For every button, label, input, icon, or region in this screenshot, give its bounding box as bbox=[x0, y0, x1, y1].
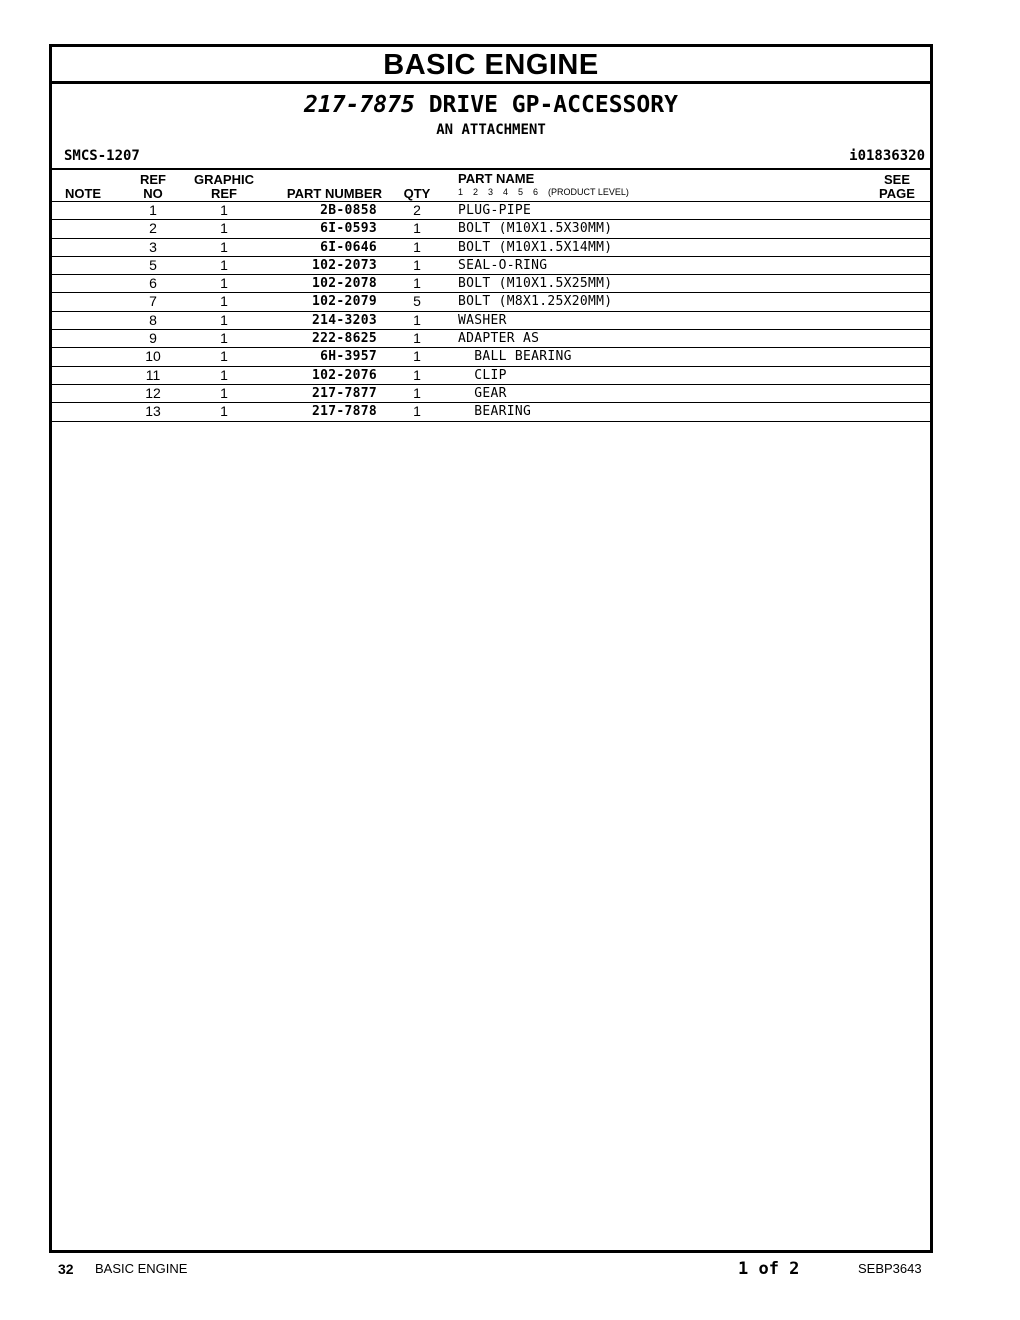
part-number: 102-2073 bbox=[311, 257, 377, 273]
smcs-code: SMCS-1207 bbox=[64, 148, 140, 164]
part-name: ADAPTER AS bbox=[458, 331, 540, 347]
part-name: BOLT (M10X1.5X14MM) bbox=[458, 239, 613, 255]
col-header-ref-bottom: NO bbox=[143, 186, 163, 201]
col-header-part-name: PART NAME bbox=[458, 171, 535, 186]
ref-no: 11 bbox=[145, 366, 161, 383]
ref-no: 5 bbox=[149, 256, 157, 273]
parts-table bbox=[52, 202, 930, 422]
part-name: WASHER bbox=[458, 312, 507, 328]
part-number: 214-3203 bbox=[311, 312, 377, 328]
table-row bbox=[52, 202, 930, 220]
table-row bbox=[52, 257, 930, 275]
table-row bbox=[52, 293, 930, 311]
part-name: BOLT (M10X1.5X25MM) bbox=[458, 276, 613, 292]
part-name: BOLT (M8X1.25X20MM) bbox=[458, 294, 613, 310]
footer-page-number: 32 bbox=[58, 1261, 74, 1277]
part-name: BEARING bbox=[458, 404, 532, 420]
footer-page-of: 1 of 2 bbox=[738, 1259, 800, 1279]
group-subtitle: AN ATTACHMENT bbox=[436, 122, 546, 138]
ref-no: 3 bbox=[149, 238, 157, 255]
quantity: 2 bbox=[413, 202, 421, 218]
col-header-note: NOTE bbox=[64, 186, 102, 201]
part-number: 222-8625 bbox=[311, 331, 377, 347]
part-number: 6H-3957 bbox=[320, 349, 377, 365]
quantity: 1 bbox=[413, 311, 421, 328]
section-title: BASIC ENGINE bbox=[52, 47, 930, 84]
table-row bbox=[52, 239, 930, 257]
part-number: 2B-0858 bbox=[320, 203, 377, 218]
col-header-part-number: PART NUMBER bbox=[286, 186, 382, 201]
col-header-graphic-top: GRAPHIC bbox=[194, 172, 254, 187]
graphic-ref: 1 bbox=[220, 366, 228, 383]
graphic-ref: 1 bbox=[220, 330, 228, 347]
graphic-ref: 1 bbox=[220, 348, 228, 365]
graphic-ref: 1 bbox=[220, 293, 228, 310]
header-top-rule bbox=[52, 168, 930, 170]
part-number: 217-7877 bbox=[311, 385, 377, 401]
quantity: 1 bbox=[413, 366, 421, 383]
graphic-ref: 1 bbox=[220, 238, 228, 255]
part-number: 6I-0593 bbox=[320, 221, 377, 237]
part-number: 102-2076 bbox=[311, 367, 377, 383]
table-row bbox=[52, 385, 930, 403]
col-header-see-top: SEE bbox=[883, 172, 910, 187]
graphic-ref: 1 bbox=[220, 256, 228, 273]
quantity: 1 bbox=[413, 384, 421, 401]
quantity: 1 bbox=[413, 348, 421, 365]
quantity: 1 bbox=[413, 330, 421, 347]
graphic-ref: 1 bbox=[220, 384, 228, 401]
part-number: 217-7878 bbox=[311, 404, 377, 420]
ref-no: 9 bbox=[149, 330, 157, 347]
ref-no: 10 bbox=[145, 348, 161, 365]
quantity: 1 bbox=[413, 403, 421, 420]
part-name: CLIP bbox=[458, 367, 507, 383]
group-title bbox=[52, 91, 930, 119]
part-name: PLUG-PIPE bbox=[458, 203, 532, 218]
col-header-graphic-bottom: REF bbox=[211, 186, 237, 201]
quantity: 1 bbox=[413, 220, 421, 237]
quantity: 1 bbox=[413, 275, 421, 292]
part-name: BOLT (M10X1.5X30MM) bbox=[458, 221, 613, 237]
part-number: 6I-0646 bbox=[320, 239, 377, 255]
part-name: GEAR bbox=[458, 385, 507, 401]
ref-no: 13 bbox=[145, 403, 161, 420]
graphic-ref: 1 bbox=[220, 275, 228, 292]
group-number: 217-7875 bbox=[304, 92, 415, 118]
quantity: 1 bbox=[413, 238, 421, 255]
col-header-qty: QTY bbox=[403, 186, 431, 201]
table-row bbox=[52, 220, 930, 238]
ref-no: 7 bbox=[149, 293, 157, 310]
part-name: BALL BEARING bbox=[458, 349, 572, 365]
footer-section: BASIC ENGINE bbox=[95, 1261, 188, 1276]
col-header-ref-top: REF bbox=[140, 172, 166, 187]
col-header-see-bottom: PAGE bbox=[879, 186, 915, 201]
quantity: 5 bbox=[413, 293, 421, 310]
part-number: 102-2079 bbox=[311, 294, 377, 310]
table-row bbox=[52, 312, 930, 330]
table-row bbox=[52, 367, 930, 385]
graphic-ref: 1 bbox=[220, 311, 228, 328]
ref-no: 2 bbox=[149, 220, 157, 237]
ref-no: 8 bbox=[149, 311, 157, 328]
group-name: DRIVE GP-ACCESSORY bbox=[428, 92, 678, 118]
ref-no: 1 bbox=[149, 202, 157, 218]
quantity: 1 bbox=[413, 256, 421, 273]
parts-page-frame bbox=[49, 44, 933, 1253]
ref-no: 12 bbox=[145, 384, 161, 401]
ref-no: 6 bbox=[149, 275, 157, 292]
part-number: 102-2078 bbox=[311, 276, 377, 292]
table-row bbox=[52, 275, 930, 293]
graphic-ref: 1 bbox=[220, 202, 228, 218]
part-name: SEAL-O-RING bbox=[458, 257, 548, 273]
table-row bbox=[52, 403, 930, 421]
graphic-ref: 1 bbox=[220, 403, 228, 420]
product-levels: 1 2 3 4 5 6 (PRODUCT LEVEL) bbox=[458, 187, 629, 197]
graphic-ref: 1 bbox=[220, 220, 228, 237]
table-row bbox=[52, 348, 930, 366]
footer-doc-id: SEBP3643 bbox=[858, 1261, 922, 1276]
table-row bbox=[52, 330, 930, 348]
illustration-id: i01836320 bbox=[849, 148, 925, 164]
